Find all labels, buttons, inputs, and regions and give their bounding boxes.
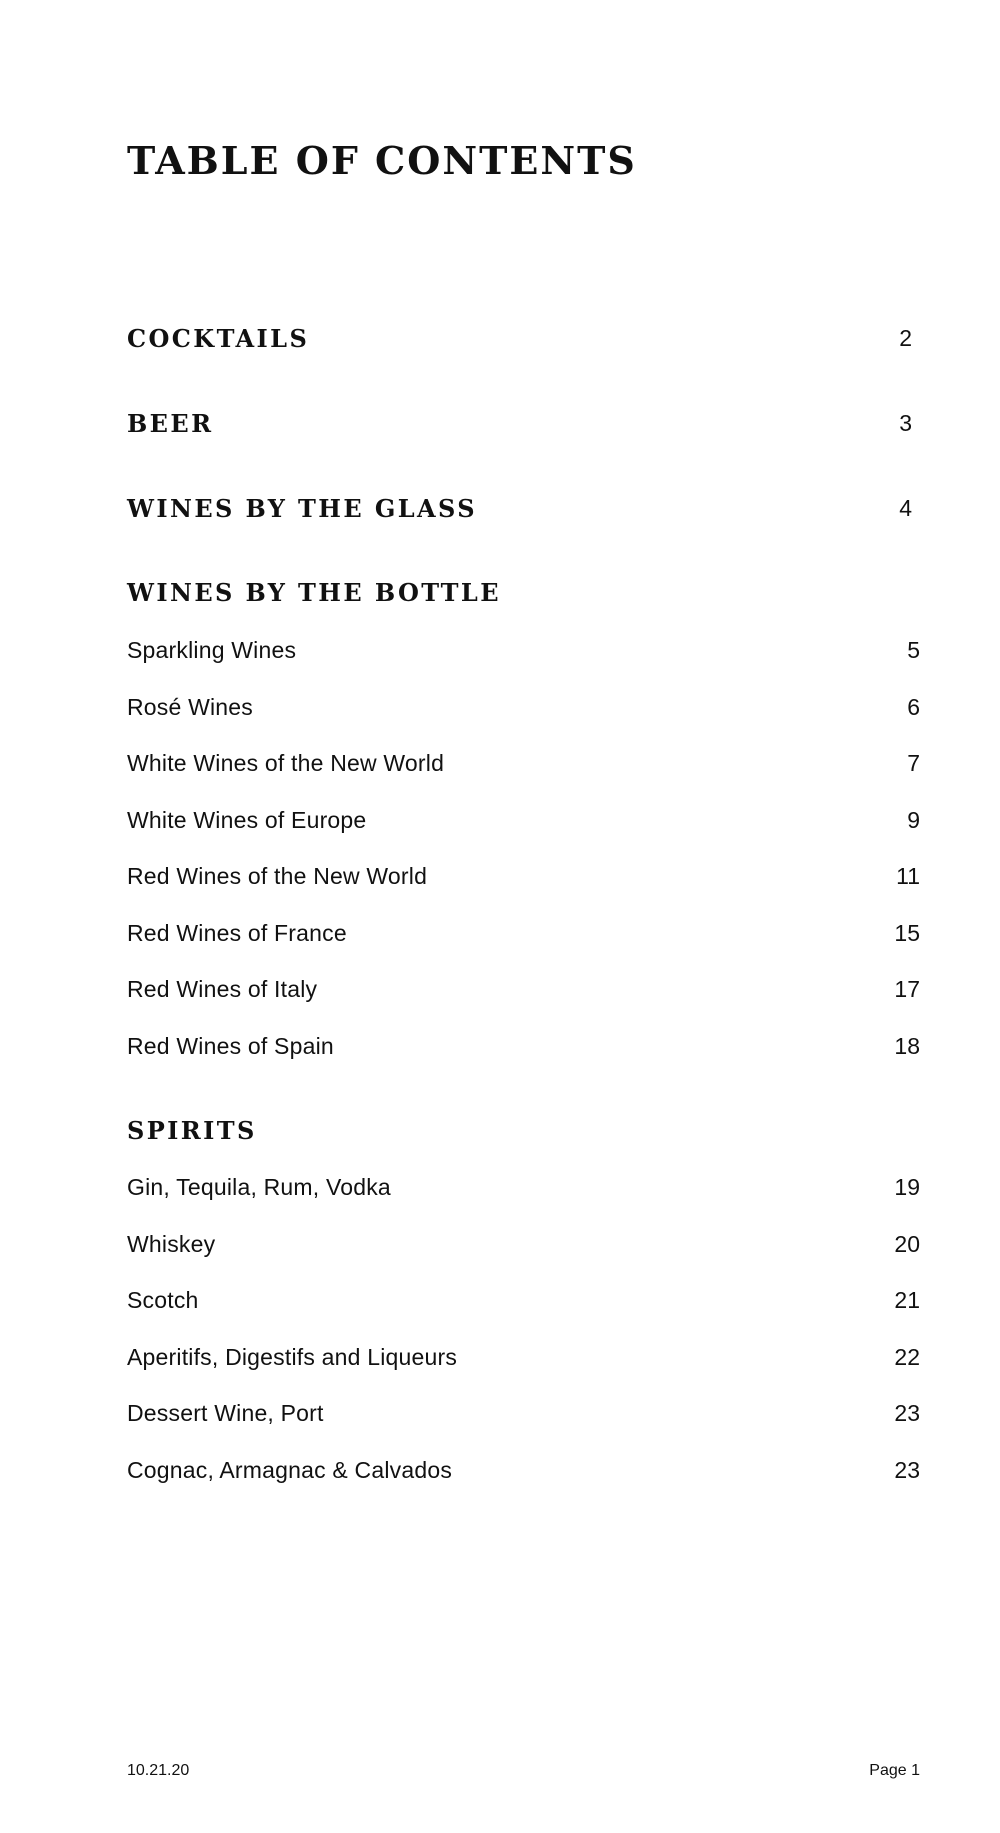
toc-page-number: 18 <box>894 1032 920 1059</box>
toc-section-wines-by-the-bottle <box>127 572 920 612</box>
toc-entry-label: Sparkling Wines <box>127 636 297 663</box>
toc-section-spirits <box>127 1110 920 1150</box>
toc-entry[interactable] <box>127 856 920 896</box>
toc-entry-label: White Wines of the New World <box>127 749 445 776</box>
toc-entry-label: Red Wines of Spain <box>127 1032 334 1059</box>
toc-entry[interactable] <box>127 1450 920 1490</box>
footer-date: 10.21.20 <box>127 1762 190 1779</box>
toc-entry-label: Rosé Wines <box>127 693 253 720</box>
toc-entry[interactable] <box>127 1337 920 1377</box>
toc-entry-label: Dessert Wine, Port <box>127 1399 324 1426</box>
toc-section-label: COCKTAILS <box>127 323 310 353</box>
toc-entry-label: Cognac, Armagnac & Calvados <box>127 1456 453 1483</box>
toc-entry-label: Gin, Tequila, Rum, Vodka <box>127 1173 391 1200</box>
footer-page-number: Page 1 <box>869 1762 920 1779</box>
toc-entry-label: Red Wines of the New World <box>127 862 428 889</box>
toc-page-number: 2 <box>899 324 912 351</box>
toc-page-number: 3 <box>899 409 912 436</box>
toc-page-number: 23 <box>894 1456 920 1483</box>
toc-page-number: 23 <box>894 1399 920 1426</box>
toc-entry-label: White Wines of Europe <box>127 806 367 833</box>
toc-entry-label: Scotch <box>127 1286 199 1313</box>
toc-entry-label: Whiskey <box>127 1230 216 1257</box>
toc-entry[interactable] <box>127 969 920 1009</box>
page-title: TABLE OF CONTENTS <box>127 138 637 183</box>
toc-entry[interactable] <box>127 1026 920 1066</box>
toc-section-label: WINES BY THE BOTTLE <box>127 577 501 607</box>
toc-row-cocktails[interactable] <box>127 318 920 358</box>
toc-page-number: 19 <box>894 1173 920 1200</box>
toc-page-number: 7 <box>907 749 920 776</box>
toc-entry[interactable] <box>127 1280 920 1320</box>
toc-page-number: 11 <box>896 862 920 889</box>
toc-section-label: BEER <box>127 408 214 438</box>
toc-entry[interactable] <box>127 630 920 670</box>
toc-row-wines-by-the-glass[interactable] <box>127 488 920 528</box>
toc-page-number: 6 <box>907 693 920 720</box>
toc-entry-label: Red Wines of Italy <box>127 975 318 1002</box>
toc-entry[interactable] <box>127 913 920 953</box>
toc-page-number: 17 <box>894 975 920 1002</box>
toc-entry[interactable] <box>127 1393 920 1433</box>
toc-entry[interactable] <box>127 743 920 783</box>
toc-entry[interactable] <box>127 1167 920 1207</box>
toc-page-number: 21 <box>894 1286 920 1313</box>
toc-page-number: 15 <box>894 919 920 946</box>
toc-page-number: 20 <box>894 1230 920 1257</box>
toc-entry-label: Aperitifs, Digestifs and Liqueurs <box>127 1343 458 1370</box>
toc-section-label: WINES BY THE GLASS <box>127 493 477 523</box>
toc-page-number: 5 <box>907 636 920 663</box>
toc-page-number: 9 <box>907 806 920 833</box>
toc-entry-label: Red Wines of France <box>127 919 347 946</box>
toc-row-beer[interactable] <box>127 403 920 443</box>
toc-entry[interactable] <box>127 1224 920 1264</box>
toc-page-number: 4 <box>899 494 912 521</box>
toc-section-label: SPIRITS <box>127 1115 257 1145</box>
toc-entry[interactable] <box>127 800 920 840</box>
toc-page-number: 22 <box>894 1343 920 1370</box>
toc-entry[interactable] <box>127 687 920 727</box>
